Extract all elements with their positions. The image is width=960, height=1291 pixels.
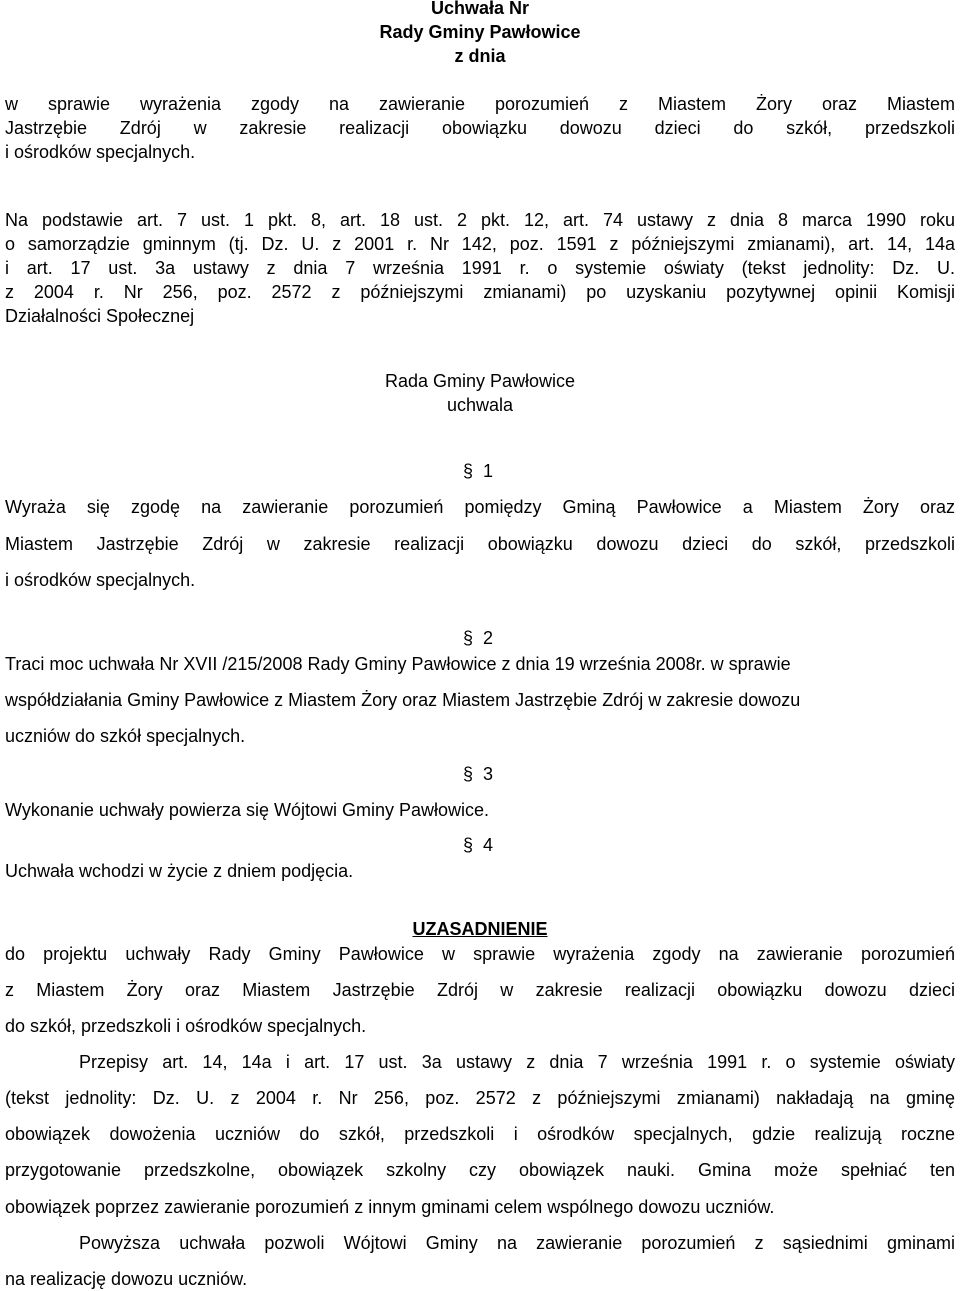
justification-paragraph-1-line: obowiązek poprzez zawieranie porozumień z innym gminami celem wspólnego dowozu uczniów. — [5, 1197, 775, 1217]
section-number: 3 — [483, 764, 494, 784]
section-symbol: § — [463, 835, 474, 855]
section-number: 1 — [483, 461, 494, 481]
legal-basis-line: Na podstawie art. 7 ust. 1 pkt. 8, art. 18 ust. 2 pkt. 12, art. 74 ustawy z dnia 8 marca 1990 roku — [5, 210, 955, 230]
section-2-line: Traci moc uchwała Nr XVII /215/2008 Rady Gminy Pawłowice z dnia 19 września 2008r. w sprawie — [5, 654, 791, 674]
legal-basis-line: z 2004 r. Nr 256, poz. 2572 z późniejszymi zmianami) po uzyskaniu pozytywnej opinii Komisji — [5, 282, 955, 302]
section-number: 4 — [483, 835, 494, 855]
section-2-line: współdziałania Gminy Pawłowice z Miastem Żory oraz Miastem Jastrzębie Zdrój w zakresie dowozu — [5, 690, 801, 710]
council-name: Rady Gminy Pawłowice — [379, 22, 581, 42]
resolution-date: z dnia — [454, 46, 506, 66]
justification-paragraph-1-line: przygotowanie przedszkolne, obowiązek szkolny czy obowiązek nauki. Gmina może spełniać ten — [5, 1160, 955, 1180]
legal-basis-line: Działalności Społecznej — [5, 306, 195, 326]
section-number: 2 — [483, 628, 494, 648]
section-3-heading — [463, 763, 493, 785]
justification-paragraph-1-line: Przepisy art. 14, 14a i art. 17 ust. 3a ustawy z dnia 7 września 1991 r. o systemie oświaty — [79, 1052, 955, 1072]
subject-line: Jastrzębie Zdrój w zakresie realizacji obowiązku dowozu dzieci do szkół, przedszkoli — [5, 118, 955, 138]
justification-paragraph-2-line: Powyższa uchwała pozwoli Wójtowi Gminy na zawieranie porozumień z sąsiednimi gminami — [79, 1233, 955, 1253]
resolves-verb: uchwala — [446, 395, 514, 415]
section-1-line: Wyraża się zgodę na zawieranie porozumień pomiędzy Gminą Pawłowice a Miastem Żory oraz — [5, 497, 955, 517]
section-symbol: § — [463, 628, 474, 648]
justification-intro-line: do szkół, przedszkoli i ośrodków specjalnych. — [5, 1016, 367, 1036]
justification-paragraph-2-line: na realizację dowozu uczniów. — [5, 1269, 248, 1289]
legal-basis-line: i art. 17 ust. 3a ustawy z dnia 7 września 1991 r. o systemie oświaty (tekst jednolity: Dz. U. — [5, 258, 955, 278]
section-2-line: uczniów do szkół specjalnych. — [5, 726, 246, 746]
justification-paragraph-1-line: obowiązek dowożenia uczniów do szkół, przedszkoli i ośrodków specjalnych, gdzie realizują roczne — [5, 1124, 955, 1144]
justification-intro-line: do projektu uchwały Rady Gminy Pawłowice w sprawie wyrażenia zgody na zawieranie porozumień — [5, 944, 955, 964]
section-1-heading — [463, 460, 493, 482]
section-4-heading — [463, 834, 493, 856]
section-3-line: Wykonanie uchwały powierza się Wójtowi Gminy Pawłowice. — [5, 800, 490, 820]
justification-paragraph-1-line: (tekst jednolity: Dz. U. z 2004 r. Nr 256, poz. 2572 z późniejszymi zmianami) nakładają na gminę — [5, 1088, 955, 1108]
section-2-heading — [463, 627, 493, 649]
subject-line: i ośrodków specjalnych. — [5, 142, 196, 162]
section-1-line: i ośrodków specjalnych. — [5, 570, 196, 590]
legal-basis-line: o samorządzie gminnym (tj. Dz. U. z 2001 r. Nr 142, poz. 1591 z późniejszymi zmianami), art. 14, 14a — [5, 234, 955, 254]
subject-line: w sprawie wyrażenia zgody na zawieranie porozumień z Miastem Żory oraz Miastem — [5, 94, 955, 114]
resolution-title: Uchwała Nr — [430, 0, 530, 18]
resolving-council: Rada Gminy Pawłowice — [384, 371, 576, 391]
section-symbol: § — [463, 461, 474, 481]
section-4-line: Uchwała wchodzi w życie z dniem podjęcia. — [5, 861, 354, 881]
section-symbol: § — [463, 764, 474, 784]
justification-intro-line: z Miastem Żory oraz Miastem Jastrzębie Zdrój w zakresie realizacji obowiązku dowozu dzieci — [5, 980, 955, 1000]
section-1-line: Miastem Jastrzębie Zdrój w zakresie realizacji obowiązku dowozu dzieci do szkół, przedszkoli — [5, 534, 955, 554]
justification-heading: UZASADNIENIE — [412, 919, 548, 939]
